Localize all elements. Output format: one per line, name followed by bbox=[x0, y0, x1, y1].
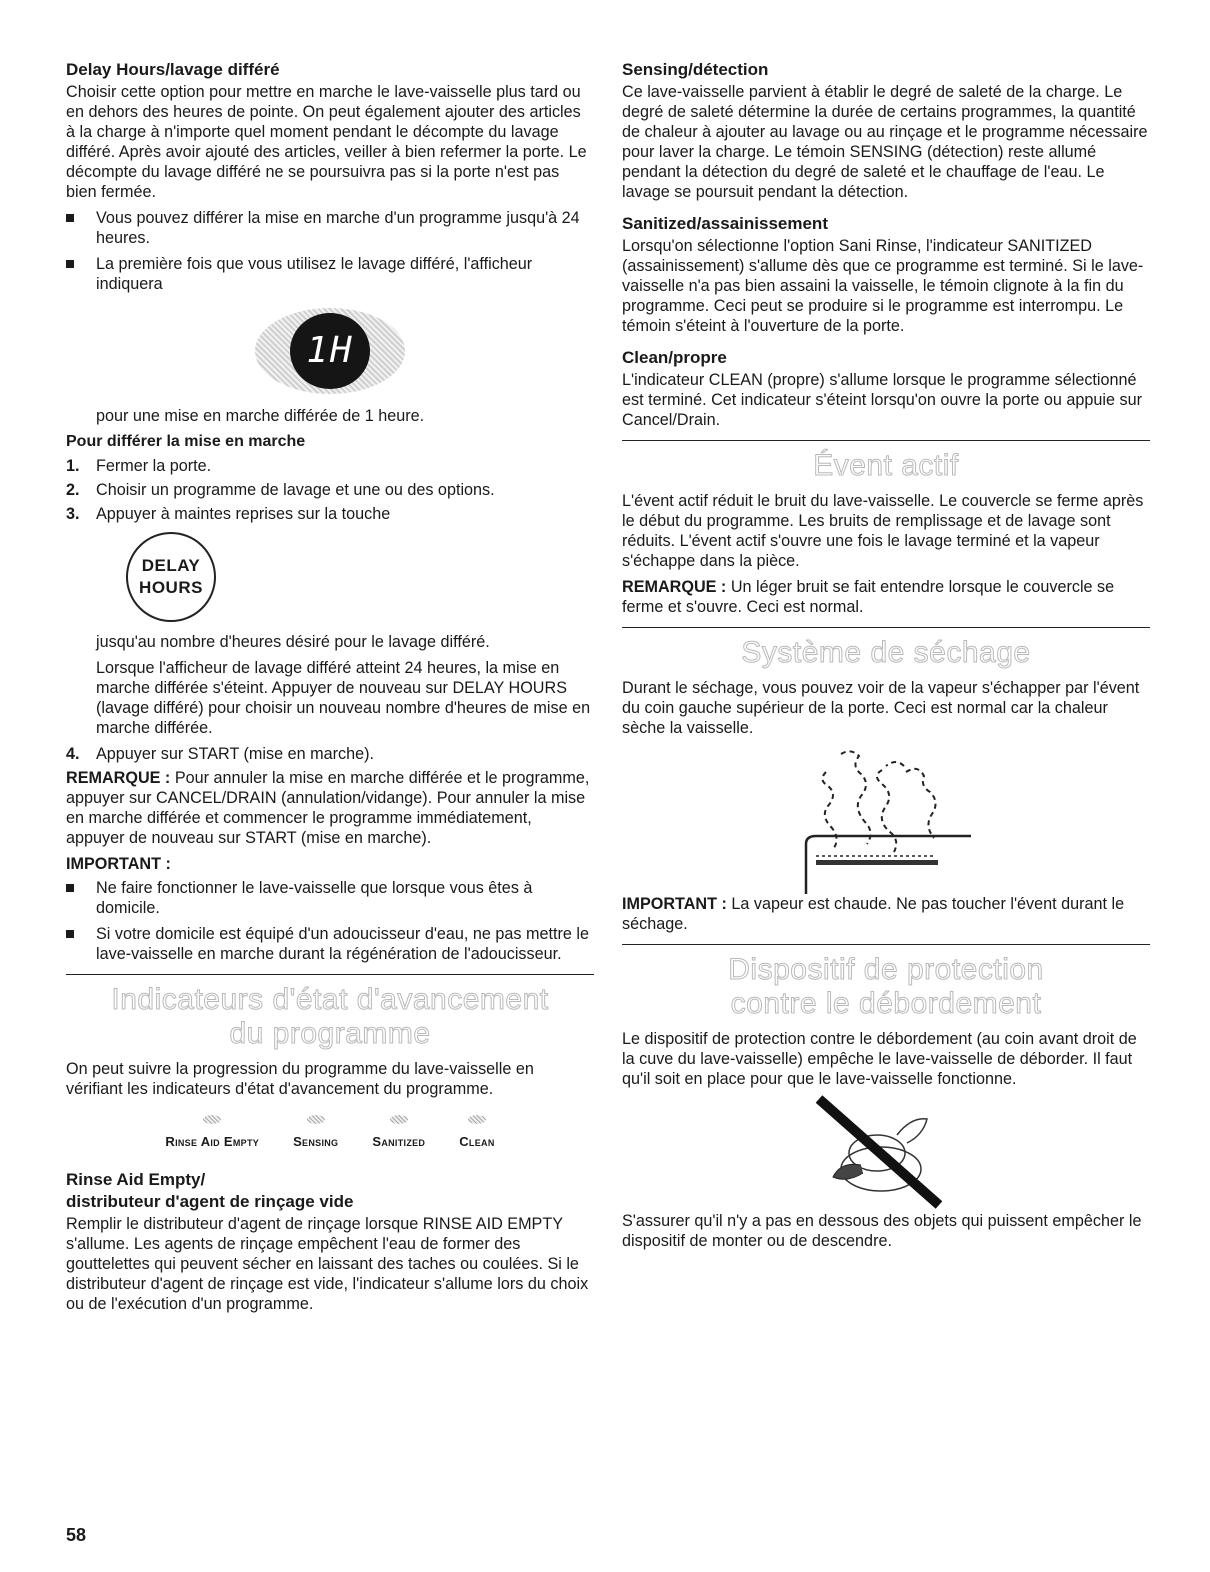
steam-vent-figure bbox=[622, 744, 1150, 894]
divider bbox=[622, 627, 1150, 628]
after-button-text: jusqu'au nombre d'heures désiré pour le lavage différé. bbox=[96, 633, 490, 651]
rinse-text: Remplir le distributeur d'agent de rinçage lorsque RINSE AID EMPTY s'allume. Les agents de rinçage empêchent l'eau de former des gouttelettes qui peuvent sécher en laissant des taches ou coulées. Si le distributeur d'agent de rinçage est vide, l'indicateur s'allume lors du choix ou de l'exécution d'un programme. bbox=[66, 1215, 589, 1313]
rinse-heading-line2: distributeur d'agent de rinçage vide bbox=[66, 1192, 354, 1211]
indicator-label: Sensing bbox=[293, 1134, 339, 1149]
indicator-sanitized bbox=[372, 1115, 425, 1152]
delay-subhead: Pour différer la mise en marche bbox=[66, 433, 306, 450]
drying-text: Durant le séchage, vous pouvez voir de la vapeur s'échapper par l'évent du coin gauche supérieur de la porte. Ceci est normal car la chaleur sèche la vaisselle. bbox=[622, 679, 1140, 737]
overflow-title-line2: contre le débordement bbox=[730, 987, 1042, 1020]
drying-important bbox=[622, 894, 1150, 934]
indicator-light bbox=[307, 1115, 325, 1124]
display-oval bbox=[255, 308, 405, 394]
sanitized-text: Lorsqu'on sélectionne l'option Sani Rinse, l'indicateur SANITIZED (assainissement) s'allume dès que ce programme est terminé. Si le lave-vaisselle n'a pas bien assaini la vaisselle, le témoin clignote à la fin du programme. Ceci peut se produire si le programme est interrompu. Le témoin s'éteint à l'ouverture de la porte. bbox=[622, 237, 1144, 335]
sensing-heading: Sensing/détection bbox=[622, 60, 769, 79]
delay-bullet-2: La première fois que vous utilisez le lavage différé, l'afficheur indiquera bbox=[66, 254, 594, 294]
delay-bullet-1: Vous pouvez différer la mise en marche d'un programme jusqu'à 24 heures. bbox=[66, 208, 594, 248]
steam-wisp bbox=[841, 751, 871, 844]
vent-slot bbox=[816, 860, 938, 865]
drying-important-label: IMPORTANT : bbox=[622, 895, 727, 913]
clean-heading: Clean/propre bbox=[622, 348, 727, 367]
divider bbox=[66, 974, 594, 975]
display-figure bbox=[66, 300, 594, 406]
indicator-light bbox=[390, 1115, 408, 1124]
float-tab bbox=[897, 1119, 927, 1143]
drying-title: Système de séchage bbox=[741, 636, 1031, 669]
delay-button-line1: DELAY bbox=[141, 556, 201, 575]
indicator-light bbox=[203, 1115, 221, 1124]
step-4-text: Appuyer sur START (mise en marche). bbox=[96, 745, 374, 763]
step-1 bbox=[66, 456, 594, 476]
step-3 bbox=[66, 504, 594, 524]
step-4 bbox=[66, 744, 594, 764]
status-indicators bbox=[66, 1115, 594, 1152]
step-3-text: Appuyer à maintes reprises sur la touche bbox=[96, 505, 391, 523]
step-1-text: Fermer la porte. bbox=[96, 457, 212, 475]
overflow-title-line1: Dispositif de protection bbox=[728, 953, 1044, 986]
divider bbox=[622, 440, 1150, 441]
event-text: L'évent actif réduit le bruit du lave-vaisselle. Le couvercle se ferme après le début du programme. Les bruits de remplissage et de lavage sont réduits. L'évent actif s'ouvre une fois le lavage terminé et la vapeur s'échappe dans la pièce. bbox=[622, 492, 1144, 570]
step-3-number: 3. bbox=[66, 505, 80, 523]
delay-hours-button-figure bbox=[126, 532, 216, 622]
step-4-number: 4. bbox=[66, 745, 80, 763]
event-remarque-label: REMARQUE : bbox=[622, 578, 727, 596]
overflow-title bbox=[622, 953, 1150, 1021]
step-2 bbox=[66, 480, 594, 500]
display-readout: 1H bbox=[290, 313, 370, 389]
event-remarque bbox=[622, 577, 1150, 617]
indicator-label: Sanitized bbox=[372, 1134, 426, 1149]
event-title: Évent actif bbox=[813, 449, 959, 482]
indicator-light bbox=[468, 1115, 486, 1124]
indicator-label: Clean bbox=[459, 1134, 495, 1149]
sensing-text: Ce lave-vaisselle parvient à établir le degré de saleté de la charge. Le degré de saleté détermine la durée de certains programmes, la quantité de chaleur à ajouter au lavage ou au rinçage et le programme nécessaire pour laver la charge. Le témoin SENSING (détection) reste allumé pendant la détection du degré de saleté et le chauffage de l'eau. Le lavage se poursuit pendant la détection. bbox=[622, 83, 1148, 201]
indicator-sensing bbox=[293, 1115, 338, 1152]
page-number: 58 bbox=[66, 1525, 87, 1545]
sanitized-heading: Sanitized/assainissement bbox=[622, 214, 828, 233]
clean-text: L'indicateur CLEAN (propre) s'allume lorsque le programme sélectionné est terminé. Cet indicateur s'éteint lorsqu'on ouvre la porte ou appuie sur Cancel/Drain. bbox=[622, 371, 1142, 429]
after-display-text: pour une mise en marche différée de 1 heure. bbox=[96, 407, 425, 425]
prohibited-slash bbox=[819, 1099, 939, 1205]
divider bbox=[622, 944, 1150, 945]
drying-important-text: La vapeur est chaude. Ne pas toucher l'évent durant le séchage. bbox=[622, 895, 1125, 933]
overflow-after-figure: S'assurer qu'il n'y a pas en dessous des objets qui puissent empêcher le dispositif de monter ou de descendre. bbox=[622, 1212, 1142, 1250]
indicators-section-title bbox=[66, 983, 594, 1051]
step-2-text: Choisir un programme de lavage et une ou des options. bbox=[96, 481, 495, 499]
note-24-hours: Lorsque l'afficheur de lavage différé atteint 24 heures, la mise en marche différée s'éteint. Appuyer de nouveau sur DELAY HOURS (lavage différé) pour choisir un nouveau nombre d'heures de mise en marche différée. bbox=[96, 659, 591, 737]
indicator-rinse-aid-empty bbox=[165, 1115, 259, 1152]
rinse-heading-line1: Rinse Aid Empty/ bbox=[66, 1170, 206, 1189]
step-2-number: 2. bbox=[66, 481, 80, 499]
left-column bbox=[66, 60, 594, 1320]
overflow-figure bbox=[622, 1095, 1150, 1211]
overflow-protector-illustration bbox=[811, 1095, 961, 1211]
steam-vent-illustration bbox=[786, 744, 986, 894]
step-1-number: 1. bbox=[66, 457, 80, 475]
important-bullet-1: Ne faire fonctionner le lave-vaisselle que lorsque vous êtes à domicile. bbox=[66, 878, 594, 918]
important-label: IMPORTANT : bbox=[66, 855, 171, 873]
indicators-title-line1: Indicateurs d'état d'avancement bbox=[111, 983, 549, 1016]
steam-wisp bbox=[877, 770, 896, 852]
delay-intro: Choisir cette option pour mettre en marche le lave-vaisselle plus tard ou en dehors des heures de pointe. On peut également ajouter des articles à la charge à n'importe quel moment pendant le décompte du lavage différé. Après avoir ajouté des articles, veiller à bien refermer la porte. Le décompte du lavage différé ne se poursuivra pas si la porte n'est pas bien fermée. bbox=[66, 83, 587, 201]
indicators-text: On peut suivre la progression du programme du lave-vaisselle en vérifiant les indicateurs d'état d'avancement du programme. bbox=[66, 1060, 534, 1098]
delay-heading: Delay Hours/lavage différé bbox=[66, 60, 280, 79]
steam-wisp bbox=[886, 762, 936, 838]
overflow-text: Le dispositif de protection contre le débordement (au coin avant droit de la cuve du lave-vaisselle) empêche le lave-vaisselle de déborder. Il faut qu'il soit en place pour que le lave-vaisselle fonctionne. bbox=[622, 1030, 1137, 1088]
delay-remarque bbox=[66, 768, 594, 848]
delay-button-line2: HOURS bbox=[139, 578, 203, 597]
indicator-clean bbox=[459, 1115, 494, 1152]
important-bullet-2: Si votre domicile est équipé d'un adoucisseur d'eau, ne pas mettre le lave-vaisselle en marche durant la régénération de l'adoucisseur. bbox=[66, 924, 594, 964]
event-remarque-text: Un léger bruit se fait entendre lorsque le couvercle se ferme et s'ouvre. Ceci est normal. bbox=[622, 578, 1115, 616]
remarque-label: REMARQUE : bbox=[66, 769, 171, 787]
remarque-text: Pour annuler la mise en marche différée et le programme, appuyer sur CANCEL/DRAIN (annulation/vidange). Pour annuler la mise en marche différée et commencer le programme immédiatement, appuyer de nouveau sur START (mise en marche). bbox=[66, 769, 590, 847]
indicator-label: Rinse Aid Empty bbox=[165, 1134, 260, 1149]
indicators-title-line2: du programme bbox=[229, 1017, 431, 1050]
debris-object bbox=[833, 1164, 863, 1179]
right-column bbox=[622, 60, 1150, 1257]
